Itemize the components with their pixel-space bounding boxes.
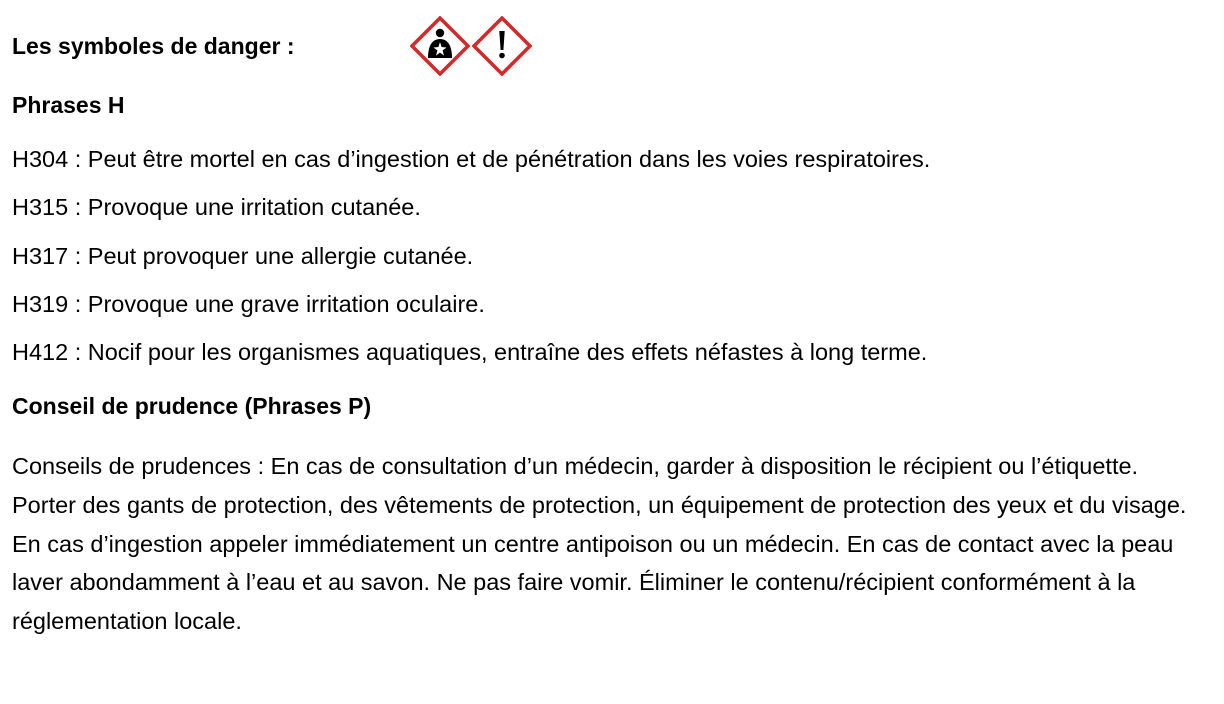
h-phrases-list bbox=[12, 143, 930, 384]
h-phrase-item: H319 : Provoque une grave irritation oculaire. bbox=[12, 290, 485, 317]
p-phrases-heading: Conseil de prudence (Phrases P) bbox=[12, 393, 372, 419]
h-phrase-item: H315 : Provoque une irritation cutanée. bbox=[12, 194, 421, 221]
danger-symbols-row bbox=[12, 14, 532, 78]
h-phrase-item: H317 : Peut provoquer une allergie cutanée. bbox=[12, 242, 474, 269]
hazard-pictograms bbox=[410, 16, 532, 76]
danger-symbols-label: Les symboles de danger : bbox=[12, 32, 295, 59]
health-hazard-pictogram-icon bbox=[410, 16, 470, 76]
exclamation-pictogram-icon bbox=[472, 16, 532, 76]
h-phrase-item: H304 : Peut être mortel en cas d’ingestion et de pénétration dans les voies respiratoires. bbox=[12, 146, 931, 172]
prudence-advice-text: Conseils de prudences : En cas de consultation d’un médecin, garder à disposition le récipient ou l’étiquette. Porter des gants de protection, des vêtements de protection, un équipement de protection des yeux et du visage. En cas d’ingestion appeler immédiatement un centre antipoison ou un médecin. En cas de contact avec la peau laver abondamment à l’eau et au savon. Ne pas faire vomir. Éliminer le contenu/récipient conformément à la réglementation locale. bbox=[12, 453, 1187, 635]
h-phrases-heading: Phrases H bbox=[12, 92, 125, 118]
h-phrase-item: H412 : Nocif pour les organismes aquatiques, entraîne des effets néfastes à long terme. bbox=[12, 339, 928, 366]
